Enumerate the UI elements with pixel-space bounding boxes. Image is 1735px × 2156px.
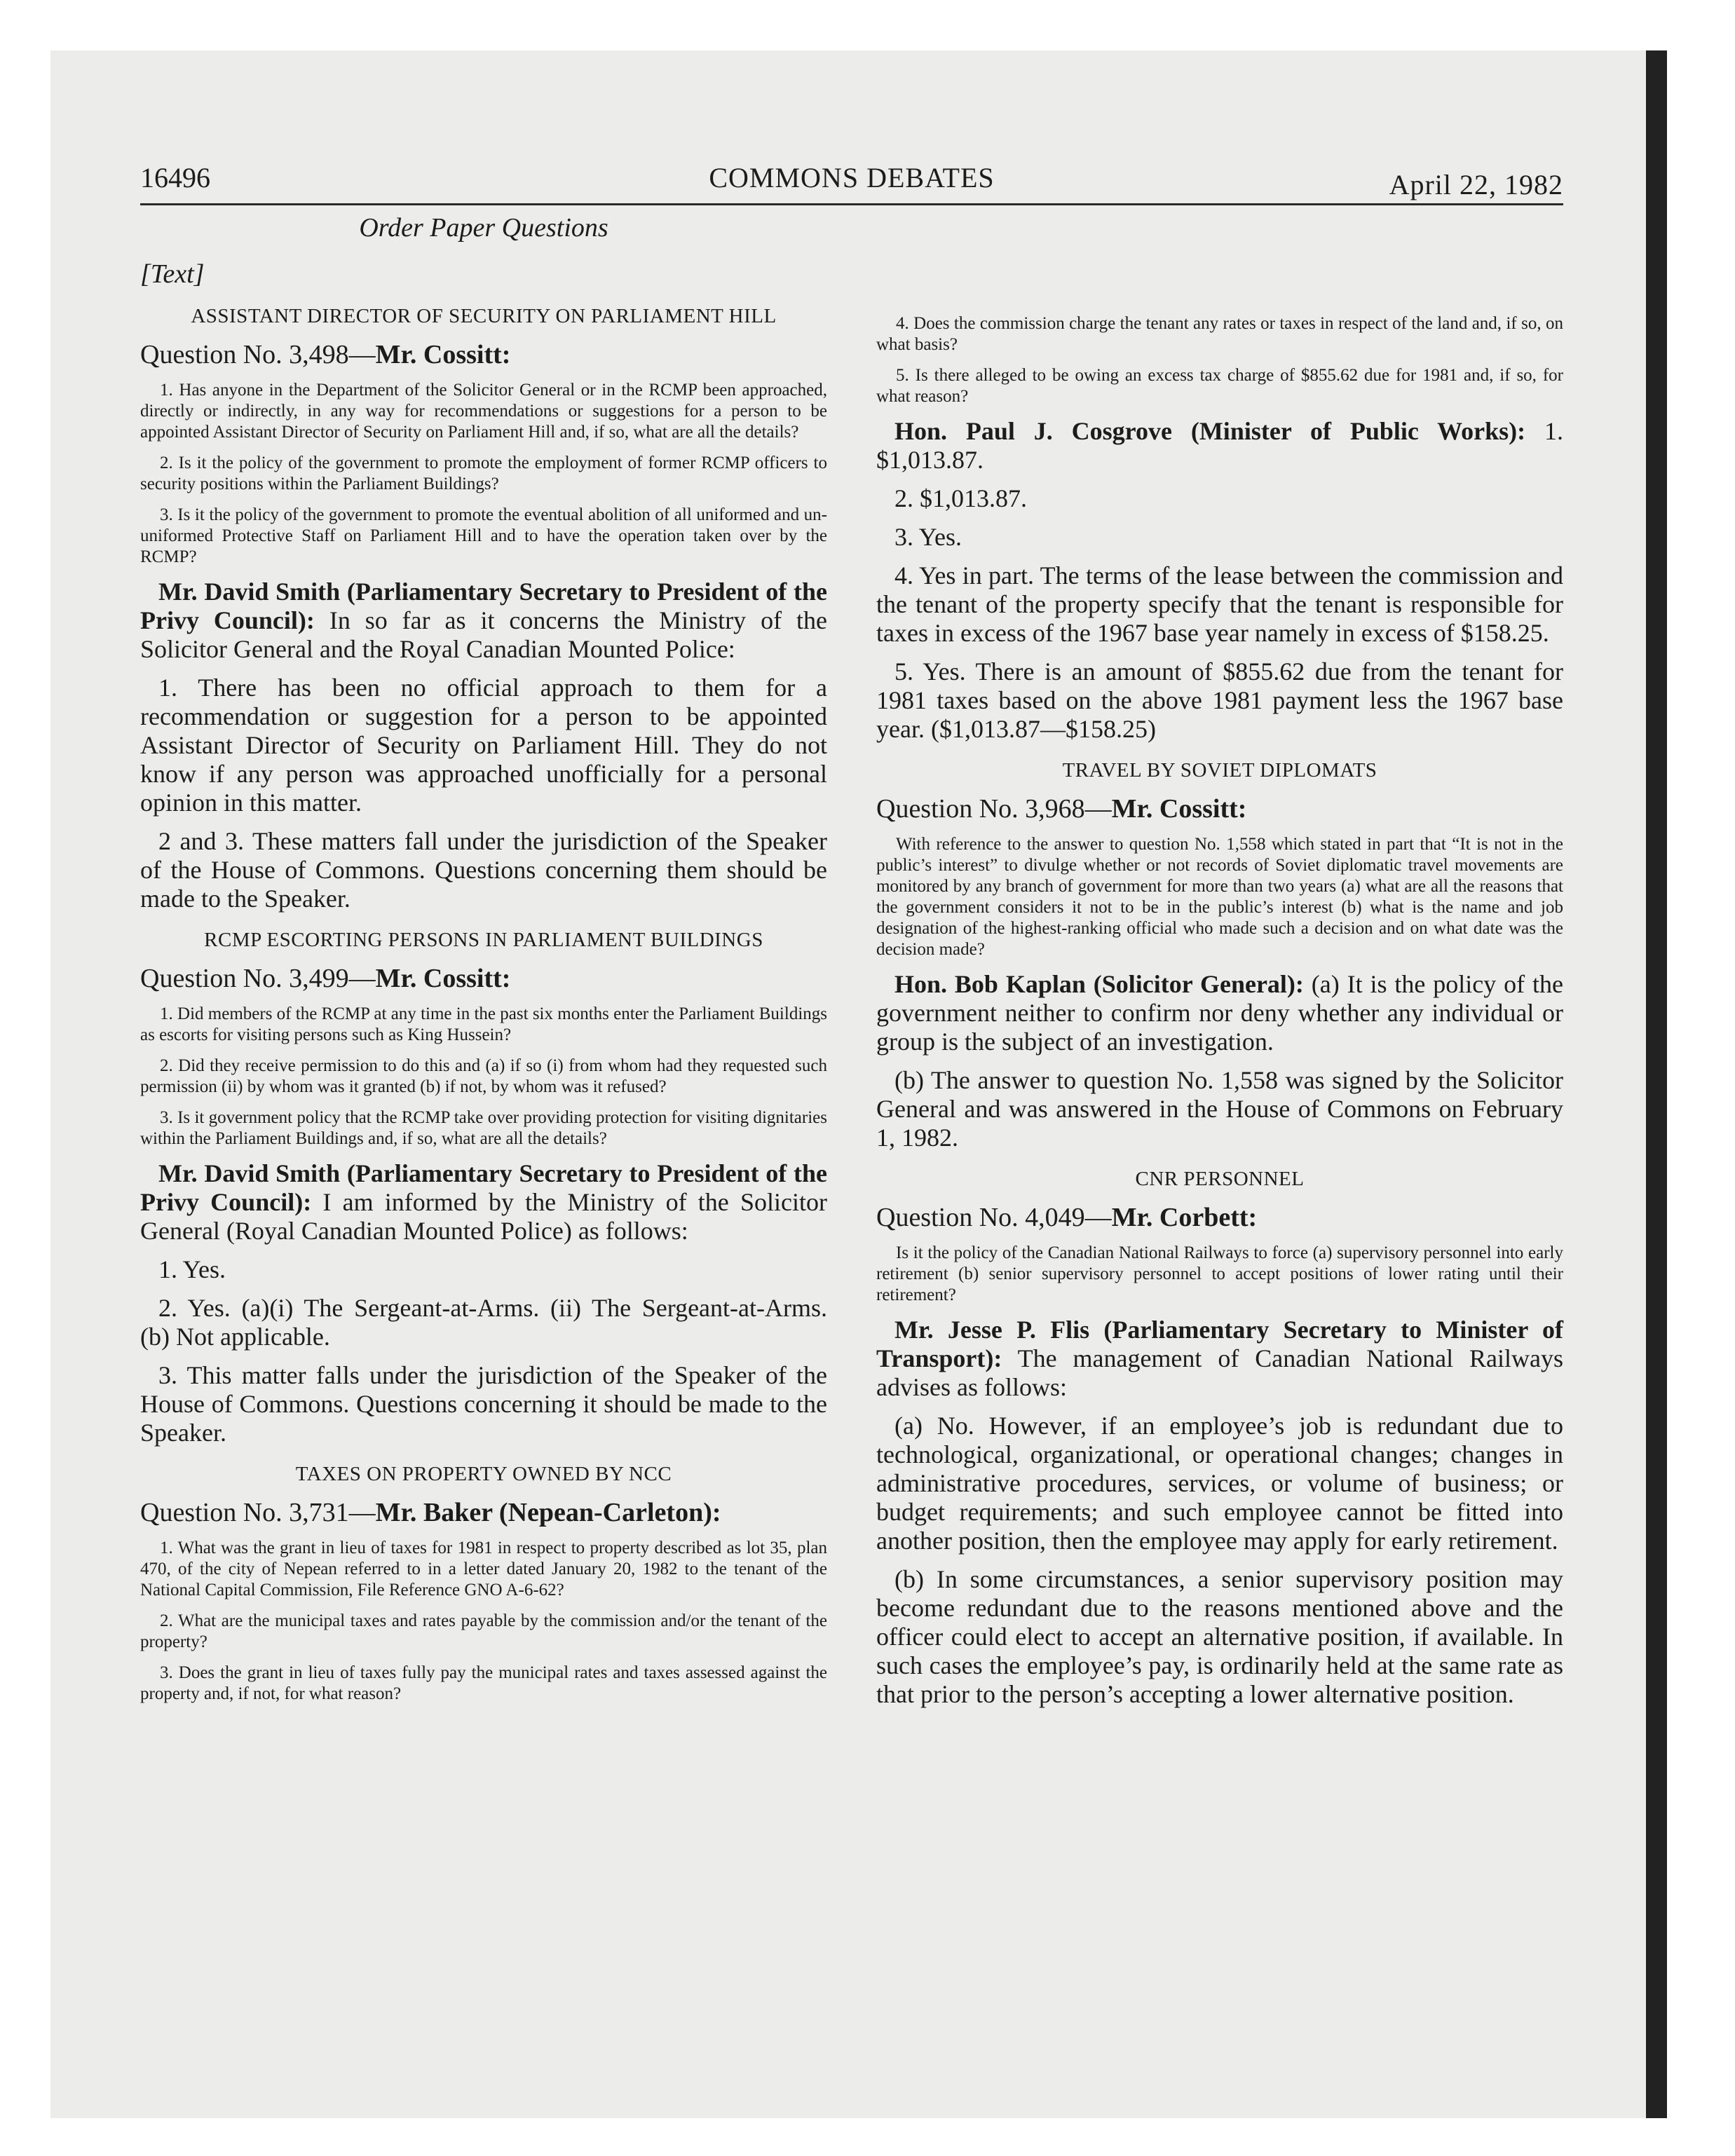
subject-heading: ASSISTANT DIRECTOR OF SECURITY ON PARLIAMENT HILL — [191, 305, 777, 327]
page-header — [140, 161, 1563, 205]
reply-paragraph: (b) The answer to question No. 1,558 was signed by the Solicitor General and was answered in the House of Commons on February 1, 1982. — [876, 1066, 1563, 1152]
question-number — [140, 339, 827, 370]
reply-speaker: Mr. Jesse P. Flis (Parliamentary Secretary to Minister of Transport): — [876, 1316, 1563, 1372]
reply-text: 1. $1,013.87. — [876, 417, 1563, 474]
reply-paragraph: 2 and 3. These matters fall under the jurisdiction of the Speaker of the House of Commons. Questions concerning them should be made to the Speaker. — [140, 827, 827, 913]
reply-paragraph — [140, 1159, 827, 1246]
question-number-text: Question No. 3,499— — [140, 964, 376, 993]
scan-edge-shadow — [1646, 50, 1667, 2118]
reply-paragraph — [140, 578, 827, 664]
right-column — [876, 208, 1563, 1719]
subject-heading: CNR PERSONNEL — [1135, 1168, 1305, 1190]
question-number-text: Question No. 4,049— — [876, 1203, 1112, 1232]
question-paragraph: 3. Is it government policy that the RCMP take over providing protection for visiting dignitaries within the Parliament Buildings and, if so, what are all the details? — [140, 1108, 827, 1148]
subject-heading: TRAVEL BY SOVIET DIPLOMATS — [1062, 759, 1377, 782]
reply-speaker: Hon. Paul J. Cosgrove (Minister of Public Works): — [894, 417, 1526, 445]
left-column — [140, 208, 827, 1719]
reply-paragraph: 5. Yes. There is an amount of $855.62 due from the tenant for 1981 taxes based on the above 1981 payment less the 1967 base year. ($1,013.87—$158.25) — [876, 657, 1563, 743]
reply-speaker: Mr. David Smith (Parliamentary Secretary to President of the Privy Council): — [140, 1159, 827, 1216]
reply-speaker: Hon. Bob Kaplan (Solicitor General): — [894, 970, 1304, 998]
reply-paragraph — [876, 970, 1563, 1056]
page-date: April 22, 1982 — [1389, 169, 1563, 200]
question-paragraph: 3. Does the grant in lieu of taxes fully pay the municipal rates and taxes assessed against the property and, if not, for what reason? — [140, 1663, 827, 1703]
reply-paragraph: 1. Yes. — [158, 1255, 226, 1283]
question-paragraph: 4. Does the commission charge the tenant any rates or taxes in respect of the land and, if so, on what basis? — [876, 314, 1563, 354]
question-number — [876, 793, 1563, 824]
question-paragraph: 3. Is it the policy of the government to promote the eventual abolition of all uniformed and un-uniformed Protective Staff on Parliament Hill and to have the operation taken over by the RCMP? — [140, 505, 827, 566]
reply-paragraph: 2. $1,013.87. — [894, 484, 1027, 512]
question-paragraph: 1. Has anyone in the Department of the Solicitor General or in the RCMP been approached, directly or indirectly, in any way for recommendations or suggestions for a person to be appointed Assistant Director of Security on Parliament Hill and, if so, what are all the details? — [140, 381, 827, 442]
reply-paragraph: 3. Yes. — [894, 523, 962, 551]
section-title: Order Paper Questions — [359, 213, 608, 243]
question-paragraph: 1. Did members of the RCMP at any time in the past six months enter the Parliament Buildings as escorts for visiting persons such as King Hussein? — [140, 1004, 827, 1044]
document-page — [140, 161, 1563, 1719]
question-asker: Mr. Cossitt: — [375, 340, 511, 369]
question-paragraph: Is it the policy of the Canadian National Railways to force (a) supervisory personnel into early retirement (b) senior supervisory personnel to accept positions of lower rating until their retirement? — [876, 1243, 1563, 1304]
question-paragraph: 5. Is there alleged to be owing an excess tax charge of $855.62 due for 1981 and, if so, for what reason? — [876, 366, 1563, 406]
question-paragraph: 2. Is it the policy of the government to promote the employment of former RCMP officers to security positions within the Parliament Buildings? — [140, 453, 827, 493]
question-paragraph: With reference to the answer to question No. 1,558 which stated in part that “It is not in the public’s interest” to divulge whether or not records of Soviet diplomatic travel movements are monitored by any branch of government for more than two years (a) what are all the reasons that the government considers it not to be in the public’s interest (b) what is the name and job designation of the highest-ranking official who made such a decision and on what date was the decision made? — [876, 835, 1563, 959]
two-column-body — [140, 208, 1563, 1719]
reply-paragraph — [876, 1316, 1563, 1402]
question-number-text: Question No. 3,968— — [876, 794, 1112, 824]
reply-text: I am informed by the Ministry of the Solicitor General (Royal Canadian Mounted Police) as follows: — [140, 1188, 827, 1245]
subject-heading: TAXES ON PROPERTY OWNED BY NCC — [295, 1463, 672, 1485]
question-number — [140, 1497, 827, 1528]
question-asker: Mr. Cossitt: — [1111, 794, 1247, 824]
reply-paragraph: 3. This matter falls under the jurisdiction of the Speaker of the House of Commons. Questions concerning it should be made to the Speaker. — [140, 1361, 827, 1447]
question-asker: Mr. Corbett: — [1111, 1203, 1258, 1232]
reply-text: The management of Canadian National Railways advises as follows: — [876, 1344, 1563, 1401]
reply-paragraph: 2. Yes. (a)(i) The Sergeant-at-Arms. (ii) The Sergeant-at-Arms. (b) Not applicable. — [140, 1294, 827, 1351]
question-asker: Mr. Cossitt: — [375, 964, 511, 993]
reply-paragraph: 1. There has been no official approach to them for a recommendation or suggestion for a person to be appointed Assistant Director of Security on Parliament Hill. They do not know if any person was approached unofficially for a personal opinion in this matter. — [140, 674, 827, 817]
reply-text: In so far as it concerns the Ministry of the Solicitor General and the Royal Canadian Mounted Police: — [140, 606, 827, 663]
publication-title: COMMONS DEBATES — [709, 162, 995, 193]
page-number: 16496 — [140, 162, 210, 193]
question-asker: Mr. Baker (Nepean-Carleton): — [375, 1498, 721, 1527]
subject-heading: RCMP ESCORTING PERSONS IN PARLIAMENT BUILDINGS — [204, 929, 763, 951]
question-paragraph: 2. Did they receive permission to do this and (a) if so (i) from whom had they requested such permission (ii) by whom was it granted (b) if not, by whom was it refused? — [140, 1056, 827, 1096]
reply-paragraph — [876, 417, 1563, 475]
text-marker: [Text] — [140, 259, 205, 289]
question-number — [876, 1202, 1563, 1233]
question-paragraph: 1. What was the grant in lieu of taxes for 1981 in respect to property described as lot 35, plan 470, of the city of Nepean referred to in a letter dated January 20, 1982 to the tenant of the National Capital Commission, File Reference GNO A-6-62? — [140, 1538, 827, 1599]
reply-speaker: Mr. David Smith (Parliamentary Secretary to President of the Privy Council): — [140, 578, 827, 634]
reply-text: (a) It is the policy of the government neither to confirm nor deny whether any individual or group is the subject of an investigation. — [876, 970, 1563, 1056]
question-number-text: Question No. 3,731— — [140, 1498, 376, 1527]
question-paragraph: 2. What are the municipal taxes and rates payable by the commission and/or the tenant of the property? — [140, 1611, 827, 1651]
reply-paragraph: 4. Yes in part. The terms of the lease between the commission and the tenant of the property specify that the tenant is responsible for taxes in excess of the 1967 base year namely in excess of $158.25. — [876, 561, 1563, 647]
question-number-text: Question No. 3,498— — [140, 340, 376, 369]
question-number — [140, 963, 827, 994]
reply-paragraph: (a) No. However, if an employee’s job is redundant due to technological, organizational, or operational changes; changes in administrative procedures, services, or volume of business; or budget requirements; and such employee cannot be fitted into another position, then the employee may apply for early retirement. — [876, 1412, 1563, 1555]
reply-paragraph: (b) In some circumstances, a senior supervisory position may become redundant due to the reasons mentioned above and the officer could elect to accept an alternative position, if available. In such cases the employee’s pay, is ordinarily held at the same rate as that prior to the person’s accepting a lower alternative position. — [876, 1565, 1563, 1708]
